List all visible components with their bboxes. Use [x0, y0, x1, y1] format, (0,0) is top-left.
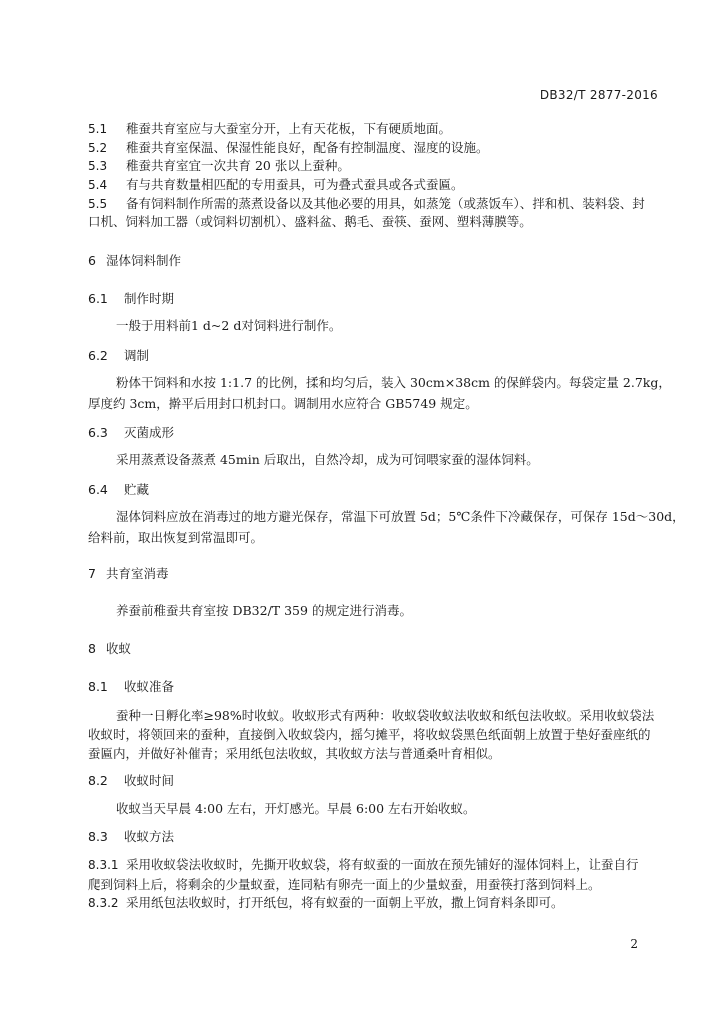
- subsection-title: 收蚁方法: [124, 829, 175, 844]
- subsection-heading-8-3: [88, 829, 174, 845]
- clause-text: 稚蚕共育室宜一次共育 20 张以上蚕种。: [126, 158, 350, 173]
- subsection-number: 8.1: [88, 679, 108, 694]
- paragraph-8-1-line-1: 蚕种一日孵化率≥98%时收蚁。收蚁形式有两种：收蚁袋收蚁法收蚁和纸包法收蚁。采用收蚁袋法: [116, 708, 655, 723]
- subsection-heading-6-4: [88, 482, 149, 498]
- subsection-title: 灭菌成形: [124, 425, 175, 440]
- subsection-number: 8.2: [88, 773, 108, 788]
- standard-code: DB32/T 2877-2016: [539, 88, 658, 102]
- section-heading-8: [88, 641, 131, 657]
- section-title: 共育室消毒: [106, 566, 169, 581]
- section-title: 湿体饲料制作: [106, 253, 182, 268]
- clause-text: 采用纸包法收蚁时，打开纸包，将有蚁蚕的一面朝上平放，撒上饲育料条即可。: [126, 895, 564, 910]
- section-number: 6: [88, 253, 96, 268]
- subsection-heading-8-2: [88, 773, 174, 789]
- subsection-number: 6.3: [88, 425, 108, 440]
- page-number: 2: [630, 937, 638, 951]
- clause-number: 5.2: [88, 141, 108, 155]
- clause-5-2: [88, 140, 489, 156]
- clause-8-3-2: [88, 895, 564, 911]
- clause-8-3-1-continuation: 爬到饲料上后，将剩余的少量蚁蚕，连同粘有卵壳一面上的少量蚁蚕，用蚕筷打落到饲料上。: [88, 877, 601, 892]
- clause-number: 5.1: [88, 122, 108, 136]
- clause-5-3: [88, 158, 350, 174]
- clause-number: 5.3: [88, 159, 108, 173]
- clause-text: 备有饲料制作所需的蒸煮设备以及其他必要的用具，如蒸笼（或蒸饭车）、拌和机、装料袋、封: [126, 196, 645, 211]
- subsection-title: 贮藏: [124, 482, 150, 497]
- paragraph-8-2: 收蚁当天早晨 4:00 左右，开灯感光。早晨 6:00 左右开始收蚁。: [116, 801, 476, 816]
- clause-text: 采用收蚁袋法收蚁时，先撕开收蚁袋，将有蚁蚕的一面放在预先铺好的湿体饲料上，让蚕自行: [126, 857, 639, 872]
- clause-text: 稚蚕共育室应与大蚕室分开，上有天花板，下有硬质地面。: [126, 121, 452, 136]
- subsection-title: 调制: [124, 348, 150, 363]
- section-title: 收蚁: [106, 641, 132, 656]
- paragraph-6-4-line-2: 给料前，取出恢复到常温即可。: [88, 530, 264, 545]
- clause-5-1: [88, 121, 451, 137]
- section-number: 7: [88, 566, 96, 581]
- clause-8-3-1: [88, 857, 639, 873]
- clause-5-4: [88, 177, 464, 193]
- section-number: 8: [88, 641, 96, 656]
- subsection-heading-6-1: [88, 291, 174, 307]
- subsection-heading-8-1: [88, 679, 174, 695]
- clause-5-5: [88, 196, 645, 212]
- clause-number: 5.4: [88, 178, 108, 192]
- paragraph-6-2-line-1: 粉体干饲料和水按 1:1.7 的比例，揉和均匀后，装入 30cm×38cm 的保鲜袋内。每袋定量 2.7kg，: [116, 375, 671, 390]
- paragraph-7: 养蚕前稚蚕共育室按 DB32/T 359 的规定进行消毒。: [116, 603, 412, 618]
- subsection-number: 8.3: [88, 829, 108, 844]
- clause-number: 8.3.2: [88, 896, 119, 910]
- clause-number: 8.3.1: [88, 858, 119, 872]
- subsection-title: 制作时期: [124, 291, 175, 306]
- subsection-number: 6.2: [88, 348, 108, 363]
- section-heading-7: [88, 566, 169, 582]
- subsection-title: 收蚁时间: [124, 773, 175, 788]
- subsection-number: 6.4: [88, 482, 108, 497]
- clause-text: 稚蚕共育室保温、保湿性能良好，配备有控制温度、湿度的设施。: [126, 140, 489, 155]
- paragraph-6-1: 一般于用料前1 d~2 d对饲料进行制作。: [116, 318, 342, 333]
- clause-5-5-continuation: 口机、饲料加工器（或饲料切割机）、盛料盆、鹅毛、蚕筷、蚕网、塑料薄膜等。: [88, 214, 532, 229]
- clause-number: 5.5: [88, 197, 108, 211]
- subsection-title: 收蚁准备: [124, 679, 175, 694]
- subsection-number: 6.1: [88, 291, 108, 306]
- paragraph-6-2-line-2: 厚度约 3cm，擀平后用封口机封口。调制用水应符合 GB5749 规定。: [88, 396, 478, 411]
- subsection-heading-6-2: [88, 348, 149, 364]
- section-heading-6: [88, 253, 181, 269]
- paragraph-6-4-line-1: 湿体饲料应放在消毒过的地方避光保存，常温下可放置 5d；5℃条件下冷藏保存，可保存 15d～30d，: [116, 509, 685, 524]
- clause-text: 有与共育数量相匹配的专用蚕具，可为叠式蚕具或各式蚕匾。: [126, 177, 464, 192]
- paragraph-6-3: 采用蒸煮设备蒸煮 45min 后取出，自然冷却，成为可饲喂家蚕的湿体饲料。: [116, 452, 539, 467]
- paragraph-8-1-line-3: 蚕匾内，并做好补催青；采用纸包法收蚁，其收蚁方法与普通桑叶育相似。: [88, 746, 501, 761]
- subsection-heading-6-3: [88, 425, 174, 441]
- paragraph-8-1-line-2: 收蚁时，将领回来的蚕种，直接倒入收蚁袋内，摇匀摊平，将收蚁袋黑色纸面朝上放置于垫好蚕座纸的: [88, 727, 651, 742]
